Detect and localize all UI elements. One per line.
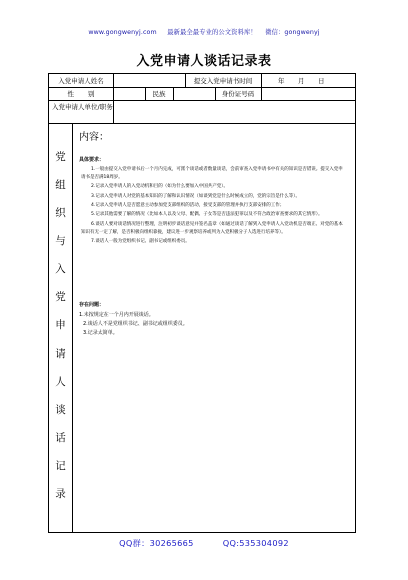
requirement-item: 3.记录入党申请人对党的基本知识的了解和认识情况（如谈到党是什么时候成立的，党的宗旨是什么等）。	[91, 193, 301, 199]
wechat-label: 微信：	[265, 29, 285, 36]
side-title-char: 组	[55, 179, 66, 192]
content-heading: 内容：	[79, 132, 109, 143]
side-title-vertical	[49, 124, 72, 534]
issue-item: 3.记录太简单。	[83, 330, 118, 336]
side-title-char: 人	[55, 375, 66, 388]
contact-footer	[0, 538, 408, 549]
wechat-id: gongwenyj	[284, 29, 320, 36]
applicant-name-field[interactable]	[114, 75, 185, 87]
side-title-char: 党	[55, 291, 66, 304]
qq-number: 535304092	[239, 538, 289, 548]
requirement-item: 6.谈话人要对谈话情况进行整理，注明初步谈话意见并签名盖章（如通过谈话了解到入党申请人入党动机是否端正、对党的基本知识有无一定了解，是否积极向组织靠拢，建议进一步观察培养或列为入党积极分子人选进行培养等）。	[81, 221, 343, 235]
qq-group-label: QQ群：	[119, 538, 150, 548]
side-title-char: 织	[55, 207, 66, 220]
submit-time-field[interactable]	[262, 75, 356, 87]
work-unit-label: 入党申请人单位/职务	[52, 103, 113, 111]
side-title-char: 录	[55, 487, 66, 500]
submit-time-year: 年	[278, 77, 285, 85]
interview-record-form	[48, 73, 356, 533]
id-number-field[interactable]	[262, 88, 356, 100]
issues-list	[79, 311, 341, 338]
side-title-char: 入	[55, 263, 66, 276]
site-header	[0, 27, 408, 36]
submit-time-label: 提交入党申请书时间	[193, 77, 253, 85]
gender-field[interactable]	[114, 88, 145, 100]
requirements-list	[81, 166, 343, 247]
requirements-title: 具体要求：	[79, 157, 105, 163]
qq-group-number: 30265665	[149, 538, 194, 548]
side-title-char: 话	[55, 431, 66, 444]
requirement-item: 4.记录入党申请人是否愿意主动参加党支部组织的活动，接受支部的管理并执行支部安排的工作；	[91, 202, 285, 208]
site-url[interactable]: www.gongwenyj.com	[88, 29, 157, 36]
requirement-item: 5.记录其他需要了解的情况（比如本人以及父母、配偶、子女等是否违法犯罪以及不符合政治审查要求的其它情形）。	[91, 212, 323, 218]
side-title-char: 与	[55, 235, 66, 248]
issue-item: 1.未按规定在一个月内开展谈话。	[79, 312, 154, 318]
side-title-char: 申	[55, 319, 66, 332]
submit-time-month: 月	[298, 77, 305, 85]
id-number-label: 身份证号码	[221, 90, 255, 98]
issues-title: 存在问题：	[79, 302, 105, 308]
requirement-item: 2.记录入党申请人的入党动机和目的（如为什么要加入中国共产党）。	[91, 184, 229, 190]
ethnicity-field[interactable]	[174, 88, 215, 100]
ethnicity-label: 民族	[152, 90, 166, 98]
site-slogan: 最新最全最专业的公文资料库！	[167, 29, 257, 36]
applicant-name-label: 入党申请人姓名	[58, 77, 104, 85]
side-title-char: 谈	[55, 403, 66, 416]
requirement-item: 7.谈话人一般为党组织书记、副书记或组织委员。	[91, 238, 190, 244]
side-title-char: 党	[55, 151, 66, 163]
submit-time-day: 日	[318, 77, 325, 85]
interview-content-area[interactable]	[73, 124, 355, 532]
side-title-char: 请	[55, 347, 66, 360]
qq-label: QQ:	[222, 538, 240, 548]
issue-item: 2.谈话人不是党组织书记、副书记或组织委员。	[83, 321, 188, 327]
gender-label: 性 别	[67, 90, 95, 98]
side-title-char: 记	[55, 459, 66, 472]
requirement-item: 1.一般由提交入党申请书后一个月内完成，可派个谈话或者数量谈话，会前审查入党申请书中有关的知识是否错误。提交入党申请书是否满18周岁。	[81, 167, 343, 180]
document-title: 入党申请人谈话记录表	[136, 54, 272, 69]
work-unit-field[interactable]	[114, 101, 356, 123]
